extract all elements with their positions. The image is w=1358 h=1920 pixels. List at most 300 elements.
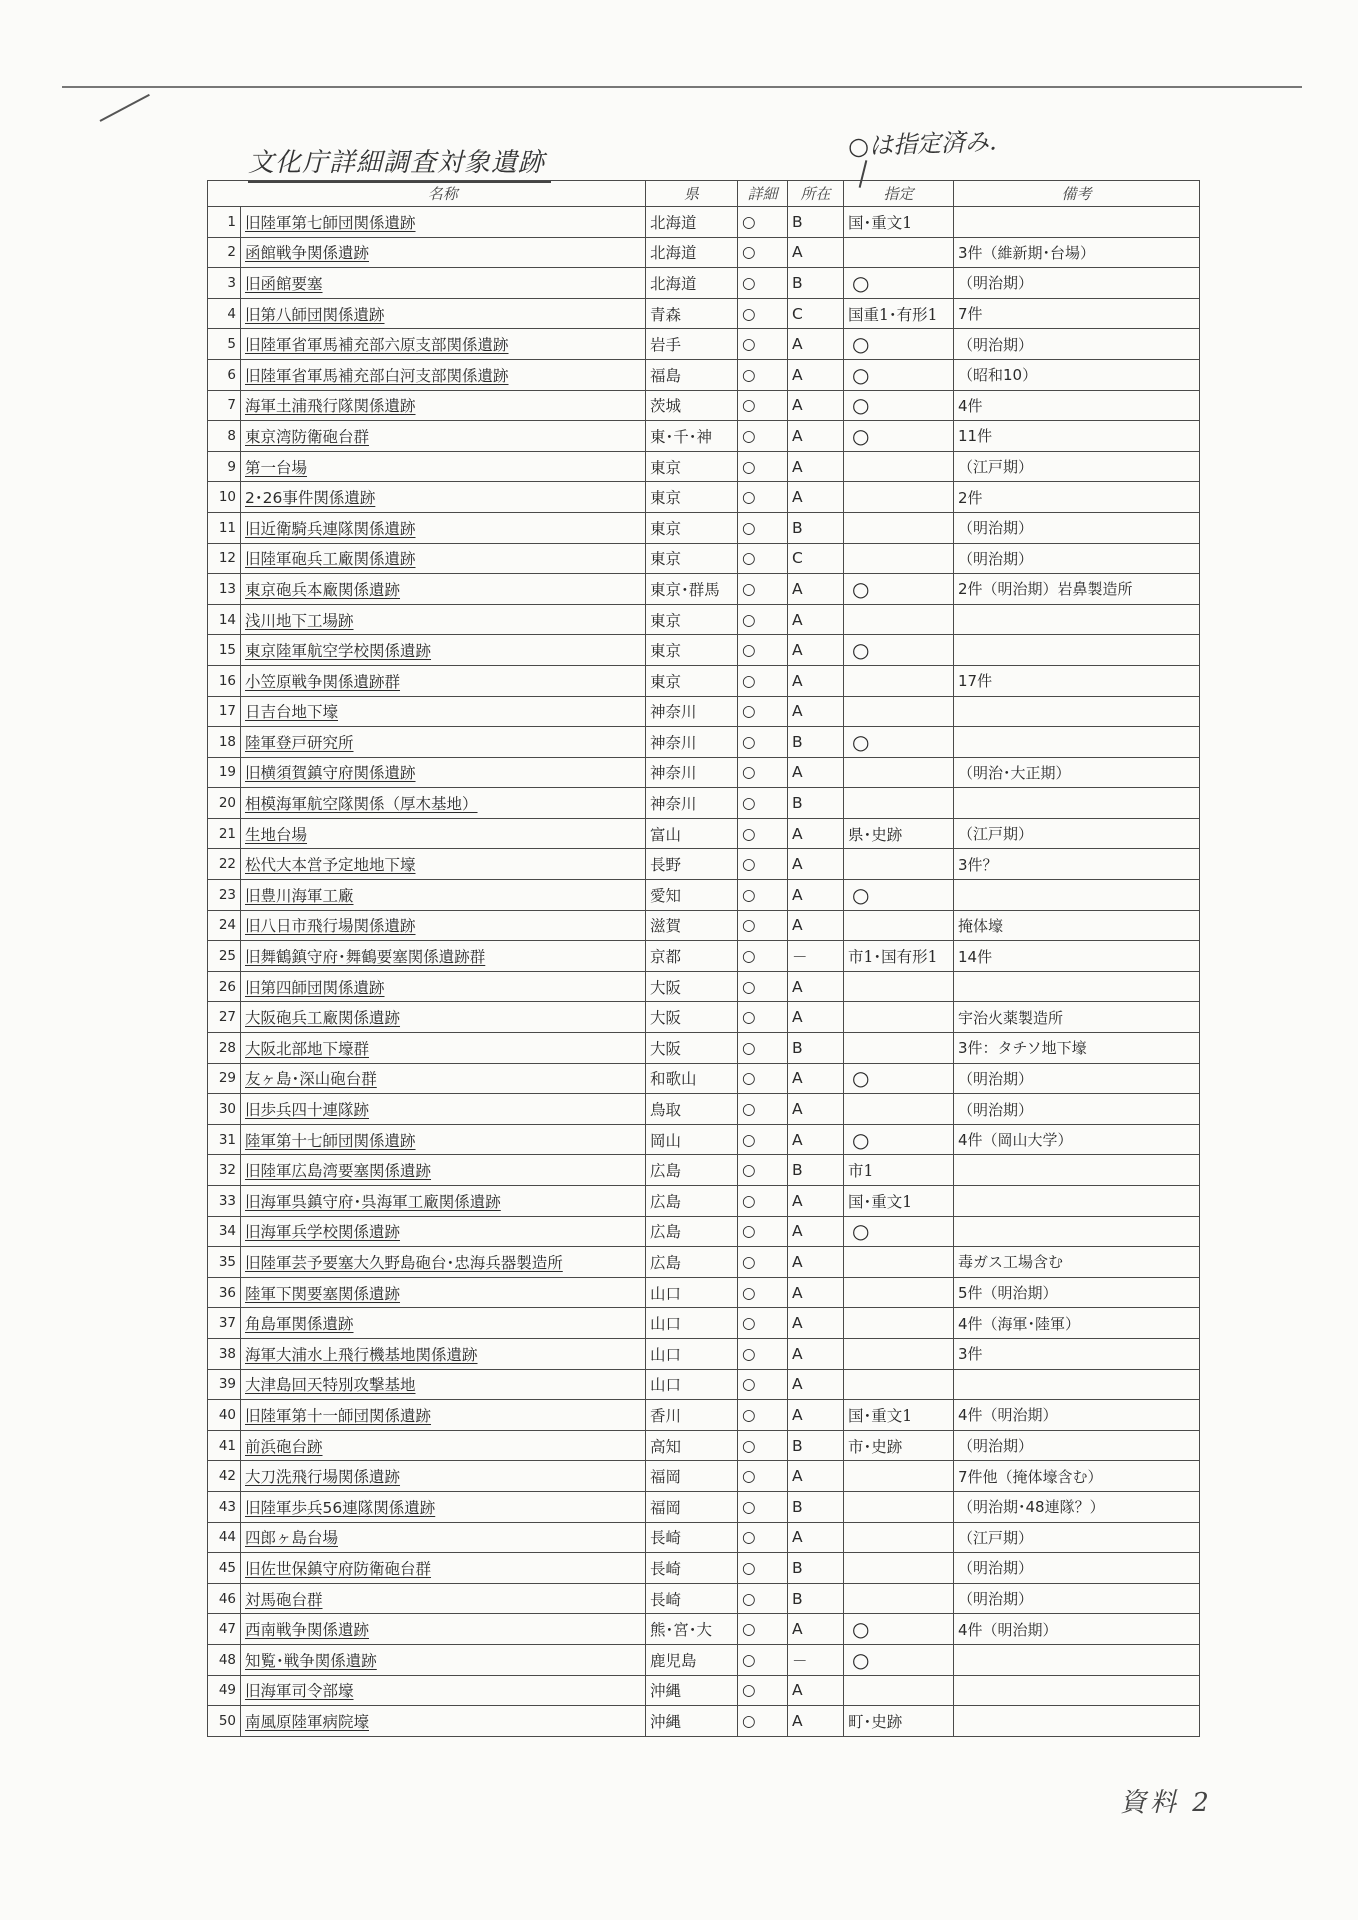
row-number-cell: 7 (208, 390, 241, 421)
site-name-cell: 日吉台地下壕 (241, 696, 646, 727)
prefecture-cell: 山口 (646, 1308, 738, 1339)
detail-mark-cell: ○ (738, 1430, 788, 1461)
detail-mark-cell: ○ (738, 451, 788, 482)
remarks-cell (954, 604, 1200, 635)
prefecture-cell: 神奈川 (646, 696, 738, 727)
row-number-cell: 29 (208, 1063, 241, 1094)
row-number-cell: 31 (208, 1124, 241, 1155)
row-number-cell: 43 (208, 1491, 241, 1522)
location-code-cell: A (788, 818, 844, 849)
designation-cell (844, 757, 954, 788)
designation-cell: ○ (844, 1614, 954, 1645)
detail-mark-cell: ○ (738, 1094, 788, 1125)
remarks-cell: （明治期） (954, 1583, 1200, 1614)
remarks-cell (954, 1369, 1200, 1400)
designation-cell (844, 451, 954, 482)
prefecture-cell: 北海道 (646, 207, 738, 238)
prefecture-cell: 福岡 (646, 1491, 738, 1522)
row-number-cell: 36 (208, 1277, 241, 1308)
designation-cell: ○ (844, 727, 954, 758)
remarks-cell (954, 696, 1200, 727)
site-name-cell: 大津島回天特別攻撃基地 (241, 1369, 646, 1400)
prefecture-cell: 青森 (646, 298, 738, 329)
remarks-cell: 4件（岡山大学） (954, 1124, 1200, 1155)
table-row (208, 665, 1200, 696)
designation-cell: 市1･国有形1 (844, 941, 954, 972)
remarks-cell: 3件：タチソ地下壕 (954, 1033, 1200, 1064)
row-number-cell: 35 (208, 1247, 241, 1278)
prefecture-cell: 鳥取 (646, 1094, 738, 1125)
top-rule (62, 86, 1302, 88)
detail-mark-cell: ○ (738, 390, 788, 421)
designation-cell (844, 1338, 954, 1369)
page-label: 資料 2 (1120, 1788, 1213, 1818)
site-name-cell: 旧豊川海軍工廠 (241, 880, 646, 911)
remarks-cell: （明治期） (954, 1094, 1200, 1125)
designation-cell (844, 1583, 954, 1614)
prefecture-cell: 香川 (646, 1400, 738, 1431)
remarks-cell: 3件？ (954, 849, 1200, 880)
table-row (208, 1338, 1200, 1369)
prefecture-cell: 北海道 (646, 268, 738, 299)
table-row (208, 818, 1200, 849)
site-name-cell: 知覧･戦争関係遺跡 (241, 1644, 646, 1675)
detail-mark-cell: ○ (738, 574, 788, 605)
site-name-cell: 大阪砲兵工廠関係遺跡 (241, 1002, 646, 1033)
site-name-cell: 前浜砲台跡 (241, 1430, 646, 1461)
location-code-cell: A (788, 482, 844, 513)
row-number-cell: 8 (208, 421, 241, 452)
prefecture-cell: 山口 (646, 1369, 738, 1400)
remarks-cell: 3件（維新期･台場） (954, 237, 1200, 268)
table-row (208, 390, 1200, 421)
prefecture-cell: 神奈川 (646, 788, 738, 819)
designation-cell (844, 1491, 954, 1522)
table-row (208, 1033, 1200, 1064)
table-row (208, 237, 1200, 268)
site-name-cell: 南風原陸軍病院壕 (241, 1706, 646, 1737)
row-number-cell: 4 (208, 298, 241, 329)
table-row (208, 1675, 1200, 1706)
pen-mark (100, 94, 150, 122)
location-code-cell: A (788, 1094, 844, 1125)
designation-cell: ○ (844, 268, 954, 299)
header-row (208, 181, 1200, 207)
table-row (208, 268, 1200, 299)
designation-cell: 国･重文1 (844, 207, 954, 238)
site-name-cell: 旧陸軍省軍馬補充部白河支部関係遺跡 (241, 359, 646, 390)
location-code-cell: B (788, 1553, 844, 1584)
remarks-cell: （明治期･48連隊？） (954, 1491, 1200, 1522)
table-row (208, 1644, 1200, 1675)
location-code-cell: A (788, 1002, 844, 1033)
designation-cell (844, 849, 954, 880)
site-name-cell: 函館戦争関係遺跡 (241, 237, 646, 268)
remarks-cell: （江戸期） (954, 818, 1200, 849)
site-name-cell: 2･26事件関係遺跡 (241, 482, 646, 513)
site-name-cell: 東京砲兵本廠関係遺跡 (241, 574, 646, 605)
designation-cell: ○ (844, 880, 954, 911)
designation-cell (844, 482, 954, 513)
remarks-cell (954, 727, 1200, 758)
designation-cell (844, 788, 954, 819)
table-row (208, 1155, 1200, 1186)
table-row (208, 1216, 1200, 1247)
table-row (208, 1553, 1200, 1584)
site-name-cell: 友ヶ島･深山砲台群 (241, 1063, 646, 1094)
row-number-cell: 30 (208, 1094, 241, 1125)
site-name-cell: 第一台場 (241, 451, 646, 482)
site-name-cell: 四郎ヶ島台場 (241, 1522, 646, 1553)
detail-mark-cell: ○ (738, 482, 788, 513)
designation-cell (844, 1308, 954, 1339)
table-row (208, 298, 1200, 329)
designation-cell (844, 1369, 954, 1400)
prefecture-cell: 広島 (646, 1186, 738, 1217)
site-name-cell: 旧陸軍広島湾要塞関係遺跡 (241, 1155, 646, 1186)
designation-cell (844, 1094, 954, 1125)
row-number-cell: 11 (208, 512, 241, 543)
designation-cell: 国重1･有形1 (844, 298, 954, 329)
row-number-cell: 16 (208, 665, 241, 696)
site-name-cell: 陸軍下関要塞関係遺跡 (241, 1277, 646, 1308)
designation-cell: 県･史跡 (844, 818, 954, 849)
site-name-cell: 対馬砲台群 (241, 1583, 646, 1614)
row-number-cell: 25 (208, 941, 241, 972)
row-number-cell: 22 (208, 849, 241, 880)
site-name-cell: 生地台場 (241, 818, 646, 849)
header-prefecture: 県 (646, 181, 738, 207)
detail-mark-cell: ○ (738, 1063, 788, 1094)
location-code-cell: A (788, 1675, 844, 1706)
detail-mark-cell: ○ (738, 1308, 788, 1339)
location-code-cell: B (788, 1033, 844, 1064)
remarks-cell: （明治期） (954, 268, 1200, 299)
detail-mark-cell: ○ (738, 237, 788, 268)
prefecture-cell: 福島 (646, 359, 738, 390)
table-row (208, 971, 1200, 1002)
site-name-cell: 小笠原戦争関係遺跡群 (241, 665, 646, 696)
site-name-cell: 旧陸軍芸予要塞大久野島砲台･忠海兵器製造所 (241, 1247, 646, 1278)
detail-mark-cell: ○ (738, 1461, 788, 1492)
detail-mark-cell: ○ (738, 910, 788, 941)
row-number-cell: 2 (208, 237, 241, 268)
location-code-cell: A (788, 665, 844, 696)
remarks-cell: （明治期） (954, 512, 1200, 543)
remarks-cell (954, 1675, 1200, 1706)
site-name-cell: 旧歩兵四十連隊跡 (241, 1094, 646, 1125)
header-remarks: 備考 (954, 181, 1200, 207)
remarks-cell: 7件 (954, 298, 1200, 329)
site-name-cell: 海軍土浦飛行隊関係遺跡 (241, 390, 646, 421)
designation-cell (844, 1553, 954, 1584)
location-code-cell: C (788, 543, 844, 574)
prefecture-cell: 東･千･神 (646, 421, 738, 452)
prefecture-cell: 東京 (646, 451, 738, 482)
remarks-cell: 17件 (954, 665, 1200, 696)
row-number-cell: 50 (208, 1706, 241, 1737)
row-number-cell: 13 (208, 574, 241, 605)
prefecture-cell: 京都 (646, 941, 738, 972)
table-row (208, 604, 1200, 635)
detail-mark-cell: ○ (738, 207, 788, 238)
remarks-cell: 4件 (954, 390, 1200, 421)
detail-mark-cell: ○ (738, 1338, 788, 1369)
designation-cell (844, 1522, 954, 1553)
remarks-cell: 5件（明治期） (954, 1277, 1200, 1308)
table-row (208, 421, 1200, 452)
detail-mark-cell: ○ (738, 1553, 788, 1584)
site-name-cell: 旧舞鶴鎮守府･舞鶴要塞関係遺跡群 (241, 941, 646, 972)
location-code-cell: － (788, 1644, 844, 1675)
table-row (208, 1094, 1200, 1125)
remarks-cell: 毒ガス工場含む (954, 1247, 1200, 1278)
prefecture-cell: 滋賀 (646, 910, 738, 941)
site-name-cell: 旧第四師団関係遺跡 (241, 971, 646, 1002)
site-name-cell: 旧海軍呉鎮守府･呉海軍工廠関係遺跡 (241, 1186, 646, 1217)
prefecture-cell: 沖縄 (646, 1675, 738, 1706)
remarks-cell (954, 1186, 1200, 1217)
detail-mark-cell: ○ (738, 1247, 788, 1278)
detail-mark-cell: ○ (738, 665, 788, 696)
table-row (208, 1583, 1200, 1614)
location-code-cell: A (788, 1400, 844, 1431)
site-name-cell: 陸軍第十七師団関係遺跡 (241, 1124, 646, 1155)
detail-mark-cell: ○ (738, 1033, 788, 1064)
row-number-cell: 48 (208, 1644, 241, 1675)
location-code-cell: A (788, 1308, 844, 1339)
remarks-cell (954, 1155, 1200, 1186)
site-name-cell: 西南戦争関係遺跡 (241, 1614, 646, 1645)
detail-mark-cell: ○ (738, 880, 788, 911)
row-number-cell: 12 (208, 543, 241, 574)
detail-mark-cell: ○ (738, 421, 788, 452)
designation-cell (844, 512, 954, 543)
prefecture-cell: 鹿児島 (646, 1644, 738, 1675)
detail-mark-cell: ○ (738, 635, 788, 666)
location-code-cell: A (788, 1247, 844, 1278)
site-name-cell: 旧陸軍省軍馬補充部六原支部関係遺跡 (241, 329, 646, 360)
designation-cell: ○ (844, 421, 954, 452)
location-code-cell: B (788, 1155, 844, 1186)
site-name-cell: 角島軍関係遺跡 (241, 1308, 646, 1339)
row-number-cell: 19 (208, 757, 241, 788)
detail-mark-cell: ○ (738, 1002, 788, 1033)
row-number-cell: 39 (208, 1369, 241, 1400)
table-row (208, 880, 1200, 911)
row-number-cell: 38 (208, 1338, 241, 1369)
detail-mark-cell: ○ (738, 1124, 788, 1155)
location-code-cell: A (788, 390, 844, 421)
table-row (208, 543, 1200, 574)
designation-cell (844, 696, 954, 727)
location-code-cell: A (788, 1461, 844, 1492)
detail-mark-cell: ○ (738, 818, 788, 849)
location-code-cell: A (788, 1338, 844, 1369)
detail-mark-cell: ○ (738, 971, 788, 1002)
prefecture-cell: 長崎 (646, 1522, 738, 1553)
location-code-cell: A (788, 1369, 844, 1400)
row-number-cell: 32 (208, 1155, 241, 1186)
prefecture-cell: 長野 (646, 849, 738, 880)
site-name-cell: 旧陸軍砲兵工廠関係遺跡 (241, 543, 646, 574)
location-code-cell: A (788, 696, 844, 727)
table-row (208, 1491, 1200, 1522)
row-number-cell: 24 (208, 910, 241, 941)
location-code-cell: A (788, 910, 844, 941)
row-number-cell: 1 (208, 207, 241, 238)
site-name-cell: 旧第八師団関係遺跡 (241, 298, 646, 329)
designation-cell: ○ (844, 390, 954, 421)
table-row (208, 1247, 1200, 1278)
row-number-cell: 28 (208, 1033, 241, 1064)
location-code-cell: A (788, 1706, 844, 1737)
location-code-cell: B (788, 788, 844, 819)
detail-mark-cell: ○ (738, 941, 788, 972)
location-code-cell: A (788, 1522, 844, 1553)
designation-cell (844, 1002, 954, 1033)
prefecture-cell: 岡山 (646, 1124, 738, 1155)
header-designation: 指定 (844, 181, 954, 207)
prefecture-cell: 長崎 (646, 1553, 738, 1584)
prefecture-cell: 東京 (646, 635, 738, 666)
row-number-cell: 14 (208, 604, 241, 635)
detail-mark-cell: ○ (738, 1614, 788, 1645)
remarks-cell: 2件 (954, 482, 1200, 513)
row-number-cell: 26 (208, 971, 241, 1002)
remarks-cell (954, 788, 1200, 819)
table-row (208, 727, 1200, 758)
location-code-cell: A (788, 421, 844, 452)
header-number (208, 181, 241, 207)
designation-cell (844, 237, 954, 268)
row-number-cell: 15 (208, 635, 241, 666)
detail-mark-cell: ○ (738, 1186, 788, 1217)
table-row (208, 329, 1200, 360)
row-number-cell: 10 (208, 482, 241, 513)
site-name-cell: 東京湾防衛砲台群 (241, 421, 646, 452)
document-title: 文化庁詳細調査対象遺跡 (248, 142, 551, 183)
site-name-cell: 旧近衛騎兵連隊関係遺跡 (241, 512, 646, 543)
row-number-cell: 6 (208, 359, 241, 390)
remarks-cell: （明治期） (954, 1063, 1200, 1094)
prefecture-cell: 愛知 (646, 880, 738, 911)
site-name-cell: 旧佐世保鎮守府防衛砲台群 (241, 1553, 646, 1584)
remarks-cell: （明治期） (954, 1430, 1200, 1461)
detail-mark-cell: ○ (738, 1706, 788, 1737)
remarks-cell: （明治期） (954, 329, 1200, 360)
remarks-cell: 2件（明治期）岩鼻製造所 (954, 574, 1200, 605)
table-row (208, 635, 1200, 666)
table-row (208, 1308, 1200, 1339)
location-code-cell: A (788, 635, 844, 666)
header-detail: 詳細 (738, 181, 788, 207)
remarks-cell: 14件 (954, 941, 1200, 972)
table-row (208, 910, 1200, 941)
remarks-cell: 4件（明治期） (954, 1614, 1200, 1645)
designation-cell (844, 1461, 954, 1492)
remarks-cell (954, 880, 1200, 911)
table-row (208, 451, 1200, 482)
row-number-cell: 27 (208, 1002, 241, 1033)
remarks-cell (954, 1216, 1200, 1247)
detail-mark-cell: ○ (738, 696, 788, 727)
table-row (208, 849, 1200, 880)
table-row (208, 1522, 1200, 1553)
location-code-cell: A (788, 604, 844, 635)
site-name-cell: 大阪北部地下壕群 (241, 1033, 646, 1064)
detail-mark-cell: ○ (738, 788, 788, 819)
row-number-cell: 21 (208, 818, 241, 849)
site-name-cell: 旧陸軍第十一師団関係遺跡 (241, 1400, 646, 1431)
row-number-cell: 46 (208, 1583, 241, 1614)
remarks-cell: 4件（明治期） (954, 1400, 1200, 1431)
row-number-cell: 42 (208, 1461, 241, 1492)
location-code-cell: A (788, 574, 844, 605)
prefecture-cell: 山口 (646, 1338, 738, 1369)
row-number-cell: 41 (208, 1430, 241, 1461)
site-name-cell: 東京陸軍航空学校関係遺跡 (241, 635, 646, 666)
location-code-cell: A (788, 1124, 844, 1155)
table-row (208, 1186, 1200, 1217)
designation-cell: 国･重文1 (844, 1400, 954, 1431)
handwritten-note: ○は指定済み. (847, 127, 998, 161)
location-code-cell: B (788, 207, 844, 238)
row-number-cell: 17 (208, 696, 241, 727)
prefecture-cell: 福岡 (646, 1461, 738, 1492)
remarks-cell: 11件 (954, 421, 1200, 452)
remarks-cell: 4件（海軍･陸軍） (954, 1308, 1200, 1339)
site-name-cell: 大刀洗飛行場関係遺跡 (241, 1461, 646, 1492)
prefecture-cell: 北海道 (646, 237, 738, 268)
designation-cell: ○ (844, 1124, 954, 1155)
table-row (208, 1002, 1200, 1033)
row-number-cell: 23 (208, 880, 241, 911)
table-row (208, 696, 1200, 727)
designation-cell (844, 604, 954, 635)
table-row (208, 1063, 1200, 1094)
row-number-cell: 49 (208, 1675, 241, 1706)
detail-mark-cell: ○ (738, 543, 788, 574)
remarks-cell (954, 1706, 1200, 1737)
designation-cell: ○ (844, 1063, 954, 1094)
prefecture-cell: 大阪 (646, 971, 738, 1002)
designation-cell: 町･史跡 (844, 1706, 954, 1737)
location-code-cell: C (788, 298, 844, 329)
site-name-cell: 旧八日市飛行場関係遺跡 (241, 910, 646, 941)
sites-table (207, 180, 1200, 1737)
prefecture-cell: 山口 (646, 1277, 738, 1308)
table-row (208, 359, 1200, 390)
remarks-cell: （明治期） (954, 1553, 1200, 1584)
remarks-cell (954, 207, 1200, 238)
site-name-cell: 海軍大浦水上飛行機基地関係遺跡 (241, 1338, 646, 1369)
remarks-cell (954, 971, 1200, 1002)
row-number-cell: 33 (208, 1186, 241, 1217)
designation-cell: ○ (844, 359, 954, 390)
site-name-cell: 旧横須賀鎮守府関係遺跡 (241, 757, 646, 788)
prefecture-cell: 沖縄 (646, 1706, 738, 1737)
location-code-cell: A (788, 359, 844, 390)
table-row (208, 1706, 1200, 1737)
row-number-cell: 18 (208, 727, 241, 758)
designation-cell: ○ (844, 574, 954, 605)
row-number-cell: 45 (208, 1553, 241, 1584)
row-number-cell: 47 (208, 1614, 241, 1645)
detail-mark-cell: ○ (738, 298, 788, 329)
header-name: 名称 (241, 181, 646, 207)
designation-cell: ○ (844, 1216, 954, 1247)
